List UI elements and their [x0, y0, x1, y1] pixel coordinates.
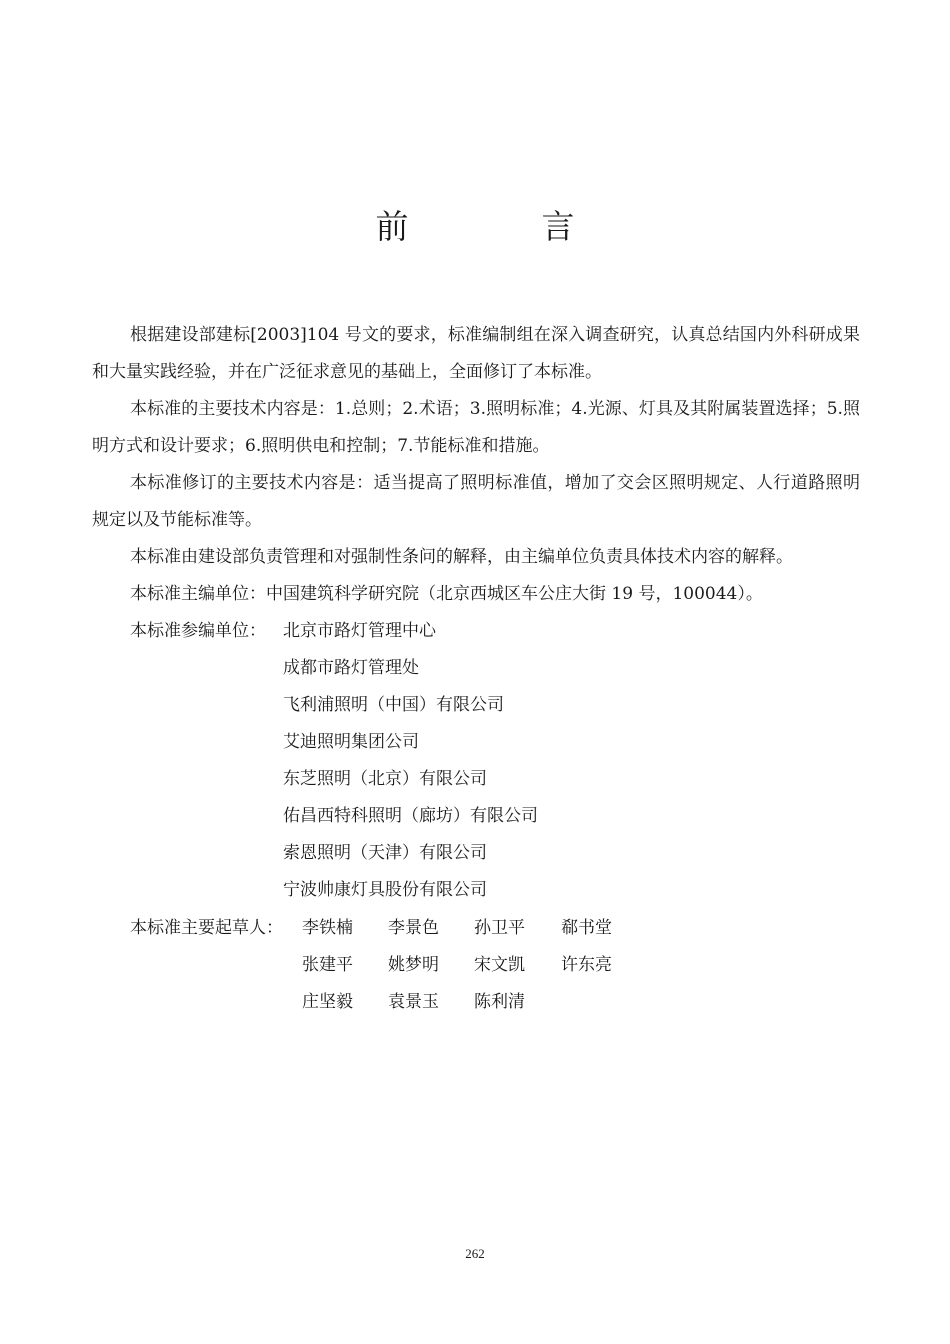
drafter-name: 李景色 [388, 918, 439, 938]
participating-unit: 北京市路灯管理中心 [283, 621, 436, 641]
participating-unit: 飞利浦照明（中国）有限公司 [283, 695, 504, 715]
page-title: 前 言 [375, 207, 625, 246]
participating-unit: 成都市路灯管理处 [283, 658, 419, 678]
drafter-name: 孙卫平 [474, 918, 525, 938]
paragraph-basis: 根据建设部建标[2003]104 号文的要求，标准编制组在深入调查研究，认真总结国内外科研成果和大量实践经验，并在广泛征求意见的基础上，全面修订了本标准。 [92, 325, 860, 382]
drafter-name: 宋文凯 [474, 955, 525, 975]
participating-unit: 艾迪照明集团公司 [283, 732, 419, 752]
drafter-name: 张建平 [302, 955, 353, 975]
paragraph-management: 本标准由建设部负责管理和对强制性条问的解释，由主编单位负责具体技术内容的解释。 [130, 547, 793, 567]
drafter-name: 许东亮 [561, 955, 612, 975]
participating-unit: 索恩照明（天津）有限公司 [283, 843, 487, 863]
drafters-label: 本标准主要起草人： [130, 918, 283, 938]
drafter-name: 郗书堂 [561, 918, 612, 938]
participating-unit: 宁波帅康灯具股份有限公司 [283, 880, 487, 900]
paragraph-main-content: 本标准的主要技术内容是：1.总则；2.术语；3.照明标准；4.光源、灯具及其附属装置选择；5.照明方式和设计要求；6.照明供电和控制；7.节能标准和措施。 [92, 399, 860, 456]
participating-unit: 佑昌西特科照明（廊坊）有限公司 [283, 806, 538, 826]
drafter-name: 李铁楠 [302, 918, 353, 938]
drafter-name: 陈利清 [474, 992, 525, 1012]
participating-unit: 东芝照明（北京）有限公司 [283, 769, 487, 789]
page-number: 262 [465, 1246, 485, 1261]
participating-units-label: 本标准参编单位： [130, 621, 266, 641]
drafter-name: 姚梦明 [388, 955, 439, 975]
paragraph-revision-content: 本标准修订的主要技术内容是：适当提高了照明标准值，增加了交会区照明规定、人行道路照明规定以及节能标准等。 [92, 473, 860, 530]
paragraph-chief-unit: 本标准主编单位：中国建筑科学研究院（北京西城区车公庄大街 19 号，100044）。 [130, 584, 763, 604]
drafter-name: 袁景玉 [388, 992, 439, 1012]
drafter-name: 庄坚毅 [302, 992, 353, 1012]
